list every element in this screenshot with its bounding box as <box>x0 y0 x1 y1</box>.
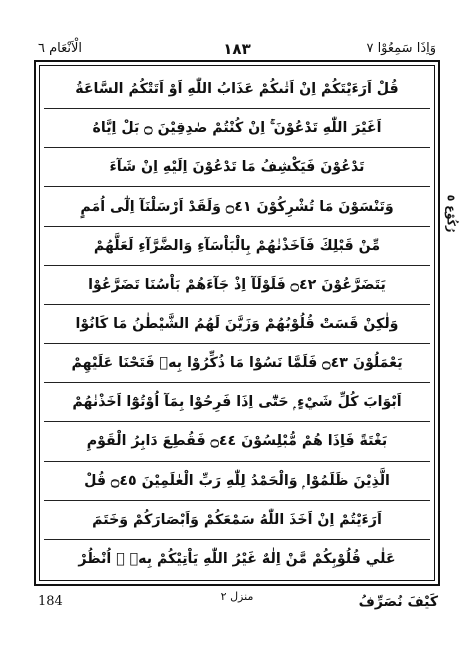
verse-line: بَغْتَةً فَاِذَا هُمْ مُّبْلِسُوْنَ ۝٤٤ فَقُطِعَ دَابِرُ الْقَوْمِ <box>44 422 430 461</box>
page-footer <box>34 588 440 628</box>
verse-line: الَّذِيْنَ ظَلَمُوْا ۭ وَالْحَمْدُ لِلّٰهِ رَبِّ الْعٰلَمِيْنَ ۝٤٥ قُلْ <box>44 462 430 501</box>
verse-line: وَتَنْسَوْنَ مَا تُشْرِكُوْنَ ۝٤١ وَلَقَدْ اَرْسَلْنَآ اِلٰٓى اُمَمٍ <box>44 187 430 226</box>
surah-name: الْاَنْعَام ٦ <box>38 41 83 56</box>
verse-line: اَغَيْرَ اللّٰهِ تَدْعُوْنَ ۚ اِنْ كُنْتُمْ صٰدِقِيْنَ ۝ بَلْ اِيَّاهُ <box>44 109 430 148</box>
catchword: كَيْفَ نُصَرِّفُ <box>358 594 438 610</box>
manzil-label: منزل ٢ <box>220 590 254 603</box>
verse-line: اَرَءَيْتُمْ اِنْ اَخَذَ اللّٰهُ سَمْعَكُمْ وَاَبْصَارَكُمْ وَخَتَمَ <box>44 501 430 540</box>
verse-line: يَتَضَرَّعُوْنَ ۝٤٢ فَلَوْلَآ اِذْ جَآءَهُمْ بَاْسُنَا تَضَرَّعُوْا <box>44 266 430 305</box>
verse-line: اَبْوَابَ كُلِّ شَيْءٍ ۭ حَتّٰٓى اِذَا فَرِحُوْا بِمَآ اُوْتُوْٓا اَخَذْنٰهُمْ <box>44 383 430 422</box>
verse-line: تَدْعُوْنَ فَيَكْشِفُ مَا تَدْعُوْنَ اِلَيْهِ اِنْ شَآءَ <box>44 148 430 187</box>
ruku-margin-mark <box>441 190 461 236</box>
ruku-margin-label: رُكُوْع ٥ <box>444 194 458 232</box>
page-number: 184 <box>38 594 63 609</box>
verse-line: مِّنْ قَبْلِكَ فَاَخَذْنٰهُمْ بِالْبَاْسَآءِ وَالضَّرَّآءِ لَعَلَّهُمْ <box>44 227 430 266</box>
page-header <box>34 38 440 60</box>
verse-text-block <box>44 70 430 578</box>
verse-line: يَعْمَلُوْنَ ۝٤٣ فَلَمَّا نَسُوْا مَا ذُكِّرُوْا بِهٖ فَتَحْنَا عَلَيْهِمْ <box>44 344 430 383</box>
page-number-arabic: ١٨٣ <box>223 40 251 58</box>
verse-line: عَلٰي قُلُوْبِكُمْ مَّنْ اِلٰهٌ غَيْرُ اللّٰهِ يَاْتِيْكُمْ بِهٖ ۭ اُنْظُرْ <box>78 550 396 567</box>
juz-name: وَاِذَا سَمِعُوْا ٧ <box>366 41 436 56</box>
verse-line: قُلْ اَرَءَيْتَكُمْ اِنْ اَتٰىكُمْ عَذَابُ اللّٰهِ اَوْ اَتَتْكُمُ السَّاعَةُ <box>44 70 430 109</box>
verse-line: وَلٰكِنْ قَسَتْ قُلُوْبُهُمْ وَزَيَّنَ لَهُمُ الشَّيْطٰنُ مَا كَانُوْا <box>44 305 430 344</box>
